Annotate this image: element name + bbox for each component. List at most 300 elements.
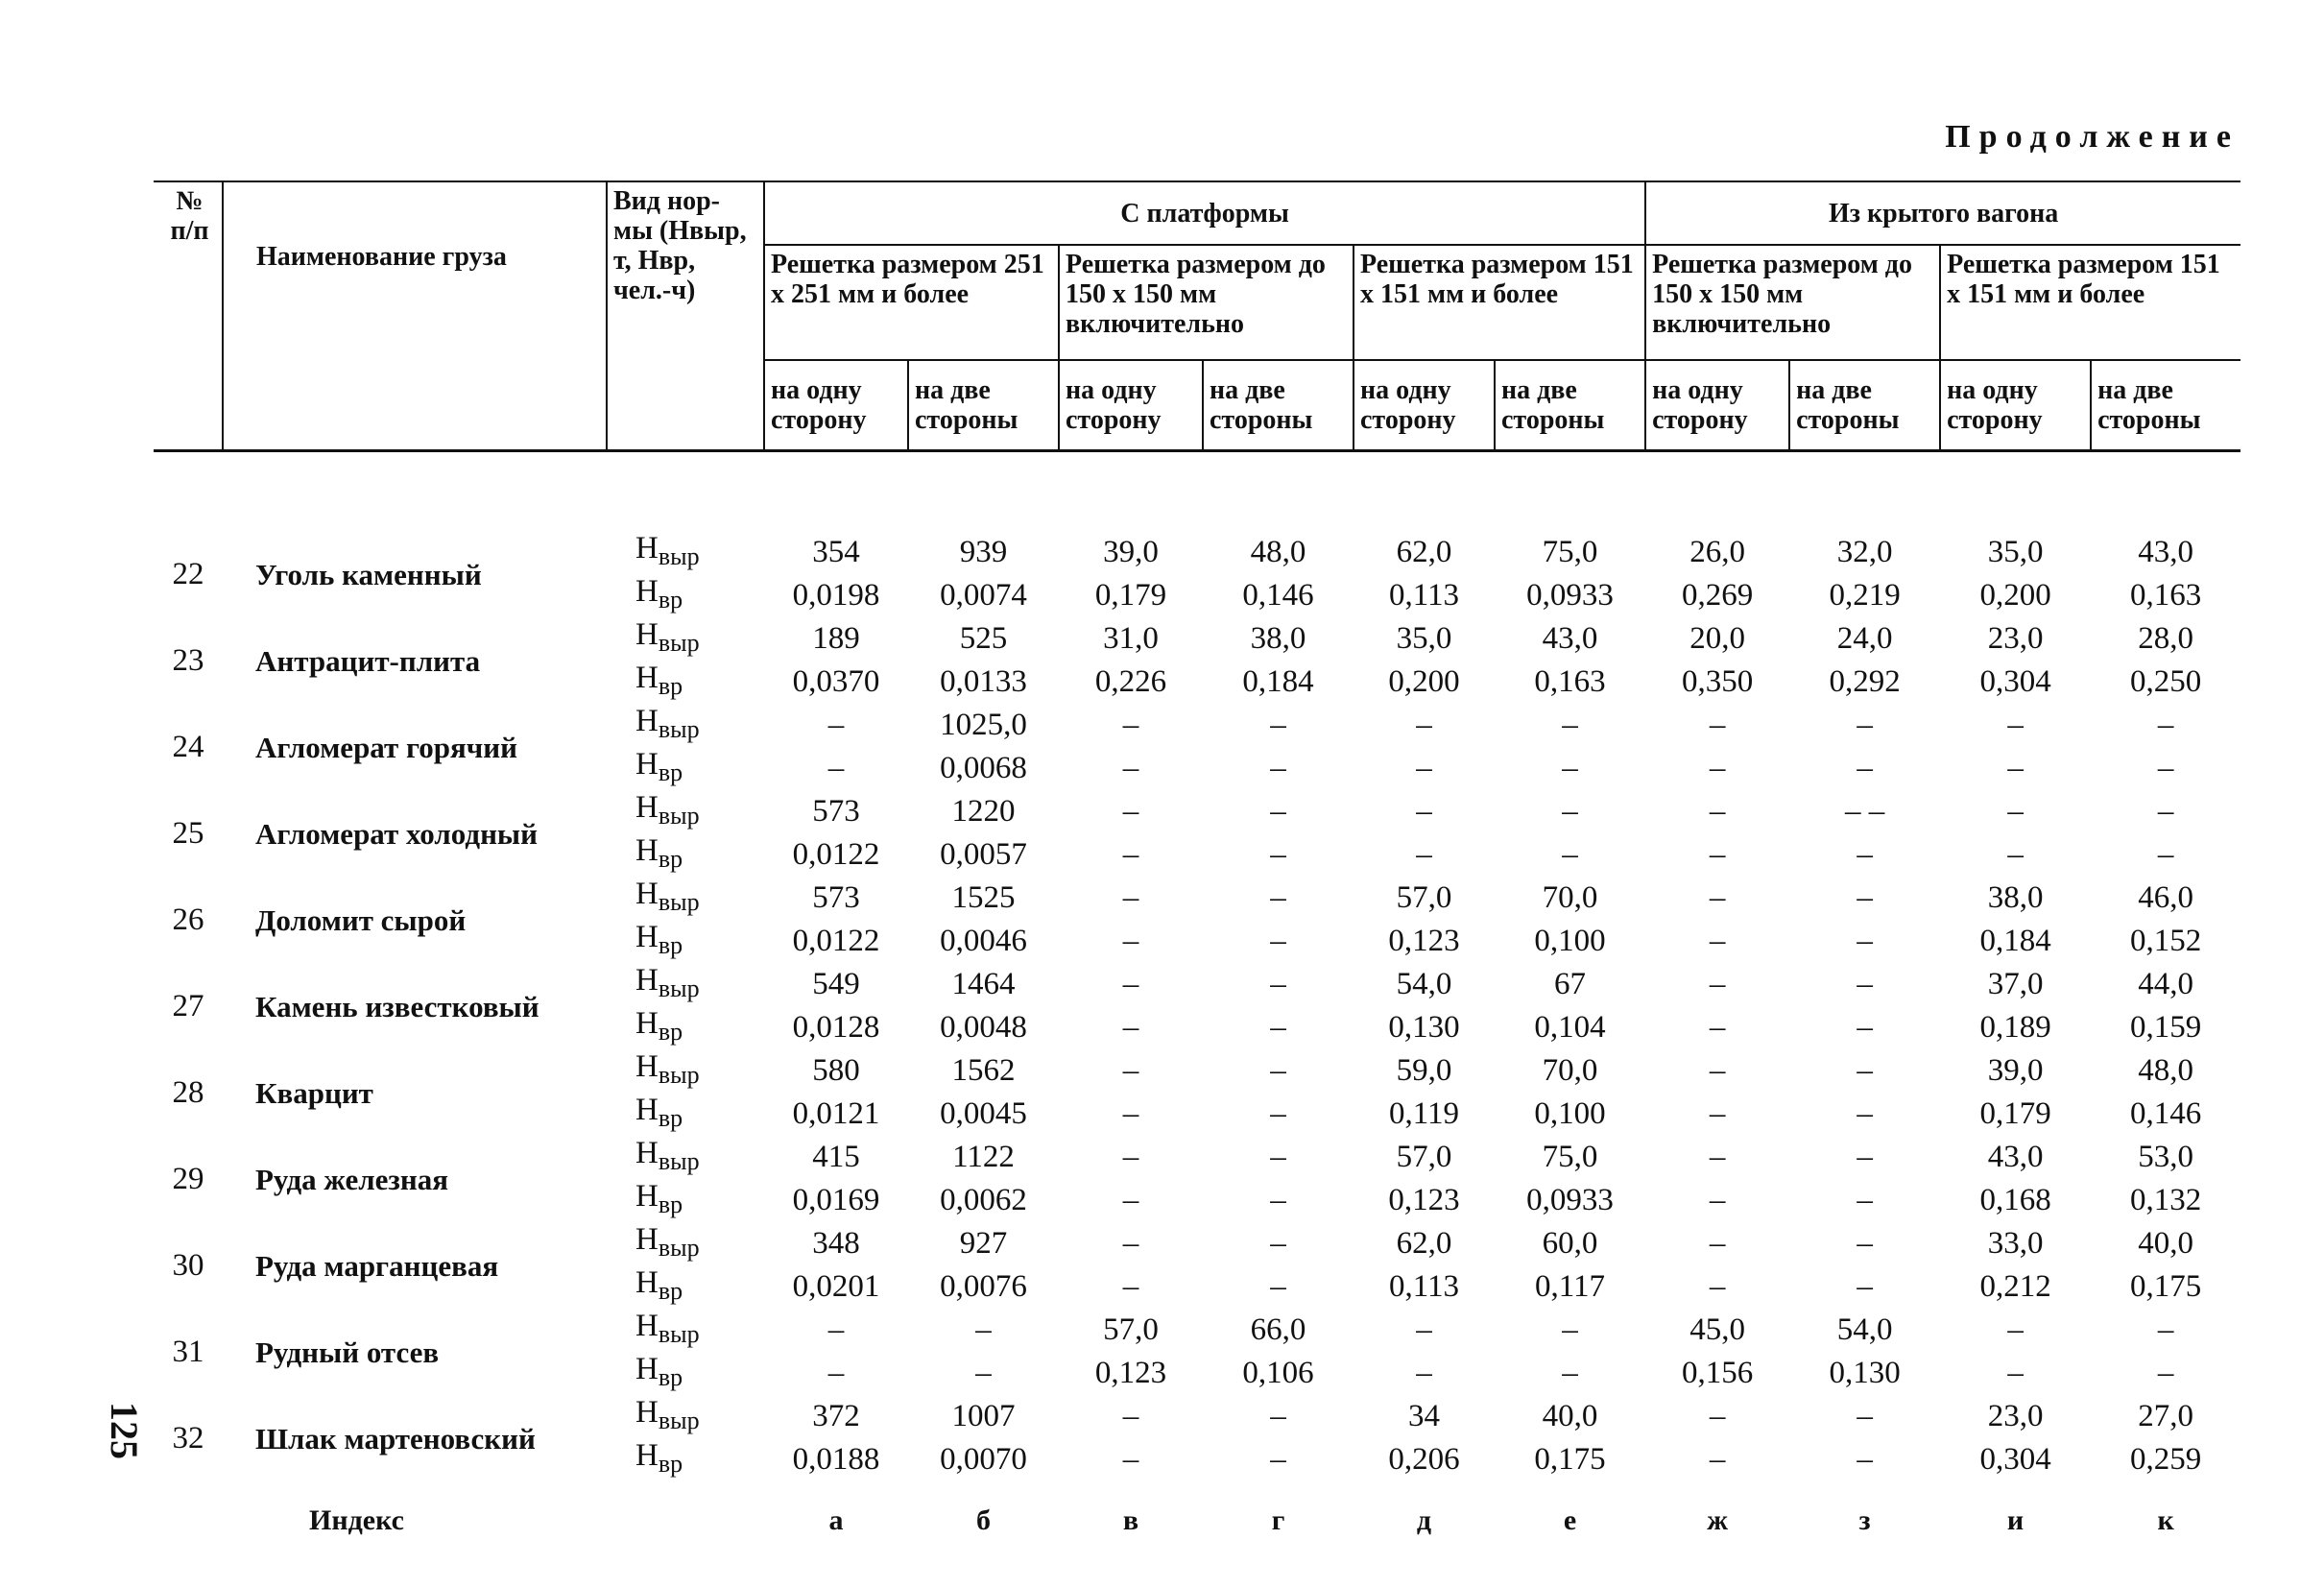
value-nvyr-cell: 62,0	[1396, 1226, 1452, 1261]
value-nvr-cell: –	[1270, 1269, 1286, 1304]
value-nvr-cell: –	[1857, 924, 1873, 958]
table-row	[154, 877, 2240, 920]
row-number: 29	[172, 1161, 204, 1196]
index-letter: и	[2006, 1504, 2025, 1536]
value-nvyr-cell: –	[1270, 1140, 1286, 1174]
value-nvr-cell: –	[1122, 837, 1139, 872]
value-nvr-cell: 0,0188	[792, 1442, 880, 1477]
value-nvyr-cell: 43,0	[1542, 621, 1598, 656]
norm-subscript: вр	[658, 1191, 683, 1218]
value-nvr-cell: 0,0169	[792, 1183, 880, 1217]
value-nvyr-cell: 40,0	[1542, 1399, 1598, 1433]
value-nvr-cell: –	[1270, 837, 1286, 872]
row-number: 30	[172, 1247, 204, 1283]
value-nvyr-cell: –	[1270, 1226, 1286, 1261]
value-nvr-cell: 0,146	[1242, 578, 1314, 613]
value-nvyr-cell: –	[1416, 708, 1432, 742]
norm-symbol: Н	[635, 1179, 659, 1214]
page-number: 125	[103, 1402, 147, 1459]
value-nvyr-cell: –	[1122, 880, 1139, 915]
value-nvyr-cell: 70,0	[1542, 880, 1598, 915]
norm-symbol: Н	[635, 661, 659, 695]
value-nvyr-cell: –	[2007, 1312, 2024, 1347]
norm-subscript: вр	[658, 586, 683, 614]
norm-symbol: Н	[635, 1438, 659, 1473]
index-letter: б	[976, 1504, 991, 1536]
index-row	[154, 1481, 2240, 1558]
norm-symbol: Н	[635, 1352, 659, 1386]
norm-subscript: вр	[658, 845, 683, 873]
norm-nvr-label	[607, 1438, 764, 1481]
value-nvr-cell: –	[1270, 1442, 1286, 1477]
norm-nvyr-label	[607, 704, 764, 747]
norm-nvr-label	[607, 574, 764, 617]
index-letter: ж	[1707, 1504, 1728, 1536]
header-grid-5: Решетка размером 151 x 151 мм и более	[1940, 245, 2240, 360]
norm-nvr-label	[607, 920, 764, 963]
value-nvr-cell: –	[2007, 751, 2024, 785]
value-nvr-cell: –	[1709, 924, 1726, 958]
norm-symbol: Н	[635, 790, 659, 825]
norm-subscript: вр	[658, 1363, 683, 1391]
value-nvyr-cell: –	[1270, 708, 1286, 742]
header-name: Наименование груза	[223, 181, 607, 451]
value-nvr-cell: 0,106	[1242, 1356, 1314, 1390]
norm-subscript: выр	[658, 1320, 700, 1348]
value-nvr-cell: 0,146	[2129, 1096, 2202, 1131]
value-nvr-cell: 0,0045	[940, 1096, 1027, 1131]
value-nvyr-cell: 60,0	[1542, 1226, 1598, 1261]
value-nvyr-cell: 62,0	[1396, 535, 1452, 569]
header-norm-type: Вид нор- мы (Нвыр, т, Нвр, чел.-ч)	[607, 181, 764, 451]
value-nvyr-cell: 1220	[951, 794, 1016, 829]
value-nvr-cell: 0,123	[1388, 924, 1460, 958]
value-nvr-cell: 0,159	[2129, 1010, 2202, 1045]
value-nvyr-cell: 26,0	[1689, 535, 1745, 569]
norm-subscript: вр	[658, 758, 683, 786]
norm-symbol: Н	[635, 1309, 659, 1343]
norm-symbol: Н	[635, 574, 659, 609]
value-nvr-cell: –	[2157, 837, 2174, 872]
norm-subscript: вр	[658, 1104, 683, 1132]
value-nvyr-cell: 939	[959, 535, 1008, 569]
value-nvr-cell: 0,0062	[940, 1183, 1027, 1217]
value-nvyr-cell: 43,0	[1987, 1140, 2044, 1174]
value-nvyr-cell: 927	[959, 1226, 1008, 1261]
value-nvr-cell: 0,100	[1534, 1096, 1606, 1131]
value-nvyr-cell: 75,0	[1542, 535, 1598, 569]
value-nvr-cell: –	[1122, 1442, 1139, 1477]
value-nvr-cell: –	[1416, 751, 1432, 785]
norm-symbol: Н	[635, 963, 659, 998]
cargo-name: Руда марганцевая	[255, 1248, 499, 1283]
value-nvyr-cell: 35,0	[1987, 535, 2044, 569]
value-nvyr-cell: 23,0	[1987, 1399, 2044, 1433]
value-nvyr-cell: 1525	[951, 880, 1016, 915]
table-body	[154, 451, 2240, 1559]
norms-table	[154, 180, 2240, 1558]
value-nvyr-cell: –	[1270, 1399, 1286, 1433]
value-nvr-cell: –	[1416, 837, 1432, 872]
value-nvr-cell: 0,0076	[940, 1269, 1027, 1304]
value-nvr-cell: –	[2157, 751, 2174, 785]
value-nvyr-cell: –	[1122, 1053, 1139, 1088]
index-letter: е	[1563, 1504, 1577, 1536]
value-nvr-cell: 0,250	[2129, 664, 2202, 699]
value-nvr-cell: –	[1857, 1183, 1873, 1217]
value-nvr-cell: 0,0122	[792, 837, 880, 872]
value-nvyr-cell: –	[1416, 794, 1432, 829]
row-number: 25	[172, 815, 204, 851]
value-nvyr-cell: –	[1857, 708, 1873, 742]
cargo-name: Агломерат холодный	[255, 816, 539, 851]
value-nvyr-cell: 525	[959, 621, 1008, 656]
value-nvr-cell: –	[1857, 1269, 1873, 1304]
value-nvyr-cell: 40,0	[2138, 1226, 2193, 1261]
norm-subscript: выр	[658, 1407, 700, 1434]
norm-symbol: Н	[635, 1136, 659, 1170]
norm-nvyr-label	[607, 1049, 764, 1093]
index-label: Индекс	[309, 1504, 404, 1536]
value-nvr-cell: 0,200	[1979, 578, 2051, 613]
value-nvyr-cell: 34	[1408, 1399, 1440, 1433]
row-number: 28	[172, 1074, 204, 1110]
norm-symbol: Н	[635, 704, 659, 738]
value-nvyr-cell: 189	[812, 621, 860, 656]
cargo-name: Антрацит-плита	[255, 643, 481, 678]
value-nvyr-cell: 67	[1554, 967, 1587, 1001]
value-nvyr-cell: 39,0	[1103, 535, 1159, 569]
value-nvyr-cell: 348	[812, 1226, 860, 1261]
value-nvr-cell: 0,179	[1094, 578, 1167, 613]
value-nvr-cell: 0,184	[1242, 664, 1314, 699]
row-number: 31	[172, 1334, 204, 1369]
value-nvyr-cell: 54,0	[1836, 1312, 1893, 1347]
value-nvr-cell: –	[1857, 1096, 1873, 1131]
index-letter: в	[1122, 1504, 1139, 1536]
index-letter: д	[1416, 1504, 1432, 1536]
value-nvyr-cell: –	[975, 1312, 992, 1347]
value-nvyr-cell: –	[1122, 1399, 1139, 1433]
value-nvyr-cell: 44,0	[2138, 967, 2193, 1001]
norm-nvyr-label	[607, 963, 764, 1006]
value-nvr-cell: –	[827, 751, 845, 785]
value-nvyr-cell: –	[2157, 1312, 2174, 1347]
value-nvyr-cell: 35,0	[1396, 621, 1452, 656]
value-nvyr-cell: 415	[812, 1140, 860, 1174]
value-nvyr-cell: 57,0	[1396, 1140, 1452, 1174]
norm-nvr-label	[607, 833, 764, 877]
table-row	[154, 1049, 2240, 1093]
norm-nvr-label	[607, 1179, 764, 1222]
value-nvr-cell: 0,163	[1534, 664, 1606, 699]
value-nvr-cell: –	[1122, 1010, 1139, 1045]
value-nvyr-cell: –	[1857, 1399, 1873, 1433]
value-nvr-cell: 0,0070	[940, 1442, 1027, 1477]
norm-nvyr-label	[607, 1395, 764, 1438]
value-nvr-cell: 0,113	[1388, 1269, 1460, 1304]
norm-nvyr-label	[607, 1309, 764, 1352]
value-nvyr-cell: 24,0	[1836, 621, 1893, 656]
value-nvr-cell: 0,163	[2129, 578, 2202, 613]
value-nvyr-cell: 59,0	[1396, 1053, 1452, 1088]
value-nvyr-cell: 57,0	[1396, 880, 1452, 915]
value-nvr-cell: 0,0121	[792, 1096, 880, 1131]
value-nvr-cell: 0,0048	[940, 1010, 1027, 1045]
norm-subscript: выр	[658, 1061, 700, 1089]
value-nvyr-cell: 48,0	[2138, 1053, 2193, 1088]
norm-nvyr-label	[607, 1222, 764, 1265]
value-nvr-cell: 0,189	[1979, 1010, 2051, 1045]
value-nvyr-cell: 54,0	[1396, 967, 1452, 1001]
norm-nvyr-label	[607, 877, 764, 920]
value-nvyr-cell: –	[1416, 1312, 1432, 1347]
table-row	[154, 1136, 2240, 1179]
header-group-wagon: Из крытого вагона	[1645, 181, 2240, 245]
value-nvr-cell: 0,292	[1829, 664, 1901, 699]
value-nvyr-cell: –	[1562, 794, 1578, 829]
header-side-two: на две стороны	[908, 360, 1059, 451]
value-nvr-cell: 0,100	[1534, 924, 1606, 958]
norm-nvr-label	[607, 1352, 764, 1395]
value-nvr-cell: –	[1562, 1356, 1578, 1390]
value-nvyr-cell: 1122	[952, 1140, 1015, 1174]
norm-symbol: Н	[635, 1395, 659, 1430]
norm-symbol: Н	[635, 833, 659, 868]
norm-subscript: выр	[658, 1147, 700, 1175]
value-nvr-cell: –	[1270, 1096, 1286, 1131]
value-nvyr-cell: –	[1709, 880, 1726, 915]
value-nvr-cell: –	[1562, 837, 1578, 872]
value-nvyr-cell: –	[1270, 1053, 1286, 1088]
header-num: № п/п	[154, 181, 223, 451]
value-nvr-cell: 0,304	[1979, 664, 2051, 699]
norm-subscript: вр	[658, 1277, 683, 1305]
value-nvyr-cell: –	[827, 1312, 845, 1347]
value-nvyr-cell: 20,0	[1689, 621, 1745, 656]
value-nvyr-cell: –	[1122, 794, 1139, 829]
value-nvyr-cell: –	[1709, 1053, 1726, 1088]
value-nvyr-cell: 43,0	[2138, 535, 2193, 569]
header-grid-1: Решетка размером 251 x 251 мм и более	[764, 245, 1059, 360]
value-nvr-cell: –	[1122, 924, 1139, 958]
value-nvr-cell: 0,152	[2129, 924, 2202, 958]
norm-nvyr-label	[607, 790, 764, 833]
header-grid-3: Решетка размером 151 x 151 мм и более	[1354, 245, 1645, 360]
value-nvr-cell: –	[2007, 1356, 2024, 1390]
index-spacer	[607, 1481, 764, 1558]
table-row	[154, 1309, 2240, 1352]
value-nvyr-cell: –	[1270, 967, 1286, 1001]
value-nvyr-cell: –	[1122, 708, 1139, 742]
value-nvr-cell: 0,219	[1829, 578, 1901, 613]
value-nvyr-cell: 1007	[951, 1399, 1016, 1433]
value-nvyr-cell: 75,0	[1542, 1140, 1598, 1174]
row-number: 26	[172, 902, 204, 937]
value-nvyr-cell: 70,0	[1542, 1053, 1598, 1088]
norm-nvr-label	[607, 1006, 764, 1049]
norm-nvr-label	[607, 1265, 764, 1309]
value-nvyr-cell: –	[2157, 708, 2174, 742]
row-number: 23	[172, 642, 204, 678]
value-nvr-cell: –	[1270, 1010, 1286, 1045]
row-number: 32	[172, 1420, 204, 1456]
value-nvr-cell: –	[1857, 1010, 1873, 1045]
value-nvyr-cell: 31,0	[1103, 621, 1159, 656]
value-nvyr-cell: –	[1270, 794, 1286, 829]
value-nvyr-cell: –	[1709, 967, 1726, 1001]
value-nvr-cell: 0,0122	[792, 924, 880, 958]
value-nvr-cell: 0,304	[1979, 1442, 2051, 1477]
norm-subscript: выр	[658, 629, 700, 657]
value-nvr-cell: –	[1122, 1269, 1139, 1304]
header-side-two: на две стороны	[1789, 360, 1940, 451]
value-nvyr-cell: –	[1122, 1140, 1139, 1174]
value-nvyr-cell: 549	[812, 967, 860, 1001]
value-nvyr-cell: –	[827, 708, 845, 742]
value-nvr-cell: –	[1270, 1183, 1286, 1217]
value-nvyr-cell: –	[2007, 708, 2024, 742]
value-nvyr-cell: –	[1857, 1140, 1873, 1174]
norm-subscript: выр	[658, 888, 700, 916]
index-letter: г	[1271, 1504, 1285, 1536]
norm-subscript: выр	[658, 542, 700, 570]
value-nvr-cell: –	[1416, 1356, 1432, 1390]
cargo-name: Камень известковый	[255, 989, 539, 1023]
header-spacer	[154, 451, 2240, 532]
value-nvr-cell: 0,119	[1388, 1096, 1460, 1131]
index-letter: а	[828, 1504, 844, 1536]
value-nvr-cell: 0,130	[1388, 1010, 1460, 1045]
value-nvyr-cell: –	[1709, 1226, 1726, 1261]
value-nvr-cell: –	[2007, 837, 2024, 872]
value-nvr-cell: 0,184	[1979, 924, 2051, 958]
value-nvyr-cell: 580	[812, 1053, 860, 1088]
norm-symbol: Н	[635, 1049, 659, 1084]
value-nvr-cell: 0,0133	[940, 664, 1027, 699]
norm-nvyr-label	[607, 1136, 764, 1179]
cargo-name: Руда железная	[255, 1162, 448, 1196]
value-nvyr-cell: 372	[812, 1399, 860, 1433]
norm-subscript: вр	[658, 1450, 683, 1478]
cargo-name: Агломерат горячий	[255, 730, 518, 764]
value-nvr-cell: –	[975, 1356, 992, 1390]
norm-symbol: Н	[635, 617, 659, 652]
norm-symbol: Н	[635, 920, 659, 954]
value-nvr-cell: 0,226	[1094, 664, 1167, 699]
value-nvr-cell: –	[1270, 924, 1286, 958]
value-nvyr-cell: 45,0	[1689, 1312, 1745, 1347]
value-nvyr-cell: –	[1562, 1312, 1578, 1347]
table-row	[154, 531, 2240, 574]
value-nvyr-cell: 66,0	[1250, 1312, 1306, 1347]
value-nvr-cell: –	[1122, 1183, 1139, 1217]
value-nvr-cell: 0,175	[2129, 1269, 2202, 1304]
norm-nvr-label	[607, 661, 764, 704]
value-nvr-cell: –	[1709, 1183, 1726, 1217]
value-nvr-cell: –	[2157, 1356, 2174, 1390]
value-nvr-cell: –	[1857, 1442, 1873, 1477]
value-nvyr-cell: 27,0	[2138, 1399, 2193, 1433]
value-nvr-cell: –	[1709, 1010, 1726, 1045]
value-nvyr-cell: 39,0	[1987, 1053, 2044, 1088]
value-nvyr-cell: –	[1709, 708, 1726, 742]
norm-symbol: Н	[635, 1006, 659, 1041]
value-nvyr-cell: –	[1122, 1226, 1139, 1261]
value-nvr-cell: –	[1122, 751, 1139, 785]
value-nvyr-cell: –	[1857, 880, 1873, 915]
value-nvyr-cell: – –	[1844, 794, 1885, 829]
value-nvr-cell: 0,0068	[940, 751, 1027, 785]
value-nvyr-cell: –	[2007, 794, 2024, 829]
row-number: 24	[172, 729, 204, 764]
value-nvr-cell: –	[827, 1356, 845, 1390]
row-number: 22	[172, 556, 204, 591]
value-nvr-cell: 0,123	[1094, 1356, 1167, 1390]
value-nvr-cell: 0,0128	[792, 1010, 880, 1045]
value-nvr-cell: 0,269	[1681, 578, 1754, 613]
value-nvr-cell: –	[1709, 837, 1726, 872]
table-row	[154, 1222, 2240, 1265]
value-nvr-cell: 0,123	[1388, 1183, 1460, 1217]
header-side-two: на две стороны	[1203, 360, 1354, 451]
norm-subscript: вр	[658, 931, 683, 959]
index-spacer	[154, 1481, 223, 1558]
value-nvyr-cell: –	[2157, 794, 2174, 829]
value-nvr-cell: 0,0198	[792, 578, 880, 613]
value-nvyr-cell: 32,0	[1836, 535, 1893, 569]
value-nvyr-cell: –	[1709, 1140, 1726, 1174]
row-number: 27	[172, 988, 204, 1023]
value-nvyr-cell: 57,0	[1103, 1312, 1159, 1347]
value-nvyr-cell: 46,0	[2138, 880, 2193, 915]
norm-subscript: выр	[658, 802, 700, 830]
value-nvr-cell: 0,168	[1979, 1183, 2051, 1217]
value-nvyr-cell: 573	[812, 794, 860, 829]
norm-nvyr-label	[607, 531, 764, 574]
header-side-one: на одну сторону	[1645, 360, 1789, 451]
cargo-name: Уголь каменный	[255, 557, 482, 591]
value-nvr-cell: 0,259	[2129, 1442, 2202, 1477]
norm-symbol: Н	[635, 1265, 659, 1300]
value-nvyr-cell: 33,0	[1987, 1226, 2044, 1261]
value-nvyr-cell: 48,0	[1250, 535, 1306, 569]
table-row	[154, 963, 2240, 1006]
table-row	[154, 790, 2240, 833]
norm-nvr-label	[607, 1093, 764, 1136]
value-nvyr-cell: 1025,0	[940, 708, 1027, 742]
value-nvr-cell: 0,175	[1534, 1442, 1606, 1477]
value-nvr-cell: –	[1562, 751, 1578, 785]
header-group-platform: С платформы	[764, 181, 1645, 245]
norm-nvr-label	[607, 747, 764, 790]
value-nvyr-cell: 37,0	[1987, 967, 2044, 1001]
cargo-name: Кварцит	[255, 1075, 373, 1110]
value-nvr-cell: 0,0201	[792, 1269, 880, 1304]
value-nvr-cell: –	[1857, 751, 1873, 785]
value-nvyr-cell: –	[1562, 708, 1578, 742]
header-grid-4: Решетка размером до 150 x 150 мм включительно	[1645, 245, 1940, 360]
value-nvr-cell: 0,130	[1829, 1356, 1901, 1390]
header-side-one: на одну сторону	[1940, 360, 2091, 451]
value-nvyr-cell: 38,0	[1987, 880, 2044, 915]
norm-subscript: вр	[658, 672, 683, 700]
value-nvr-cell: –	[1122, 1096, 1139, 1131]
continuation-label: Продолжение	[1945, 119, 2240, 155]
value-nvr-cell: 0,117	[1535, 1269, 1606, 1304]
value-nvr-cell: –	[1857, 837, 1873, 872]
norm-symbol: Н	[635, 531, 659, 565]
